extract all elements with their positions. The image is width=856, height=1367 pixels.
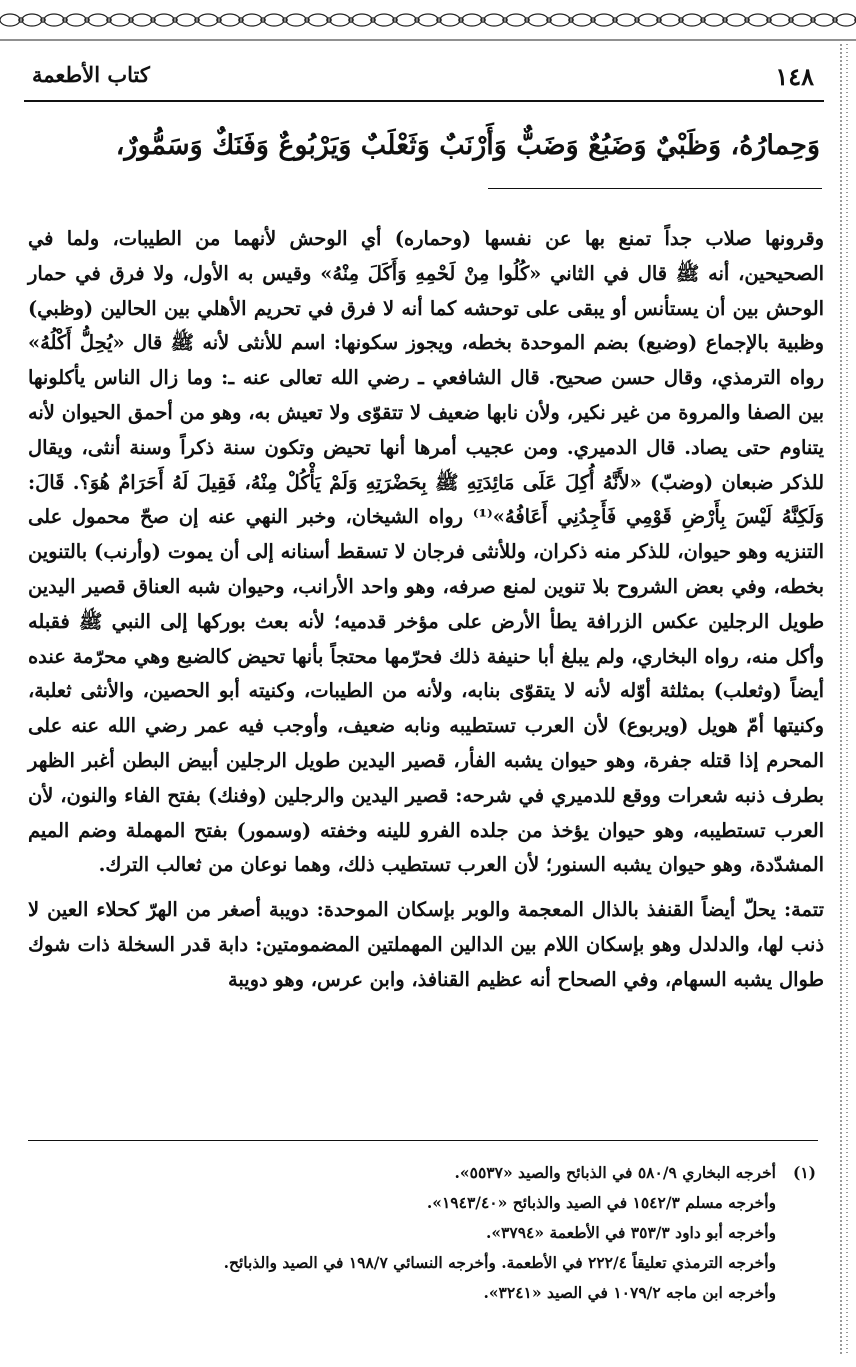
footnote-line: وأخرجه مسلم ١٥٤٢/٣ في الصيد والذبائح «١٩٤٣/٤٠». <box>426 1193 776 1212</box>
footnotes <box>100 1158 816 1308</box>
commentary-paragraph: وقرونها صلاب جداً تمنع بها عن نفسها (وحماره) أي الوحش لأنهما من الطيبات، ولما في الصحيحين، أنه ﷺ قال في الثاني «كُلُوا مِنْ لَحْمِهِ وَأَكَلَ مِنْهُ» وقيس به الأول، ولا فرق في حمار الوحش بين أن يستأنس أو يبقى على توحشه كما أنه لا فرق في تحريم الأهلي بين الحالين (وظبي) وظبية بالإجماع (وضبع) بضم الموحدة بخطه، ويجوز سكونها: اسم للأنثى لأنه ﷺ قال «يُحِلُّ أَكْلُهُ» رواه الترمذي، وقال حسن صحيح. قال الشافعي ـ رضي الله تعالى عنه ـ: وما زال الناس يأكلونها بين الصفا والمروة من غير نكير، ولأن نابها ضعيف لا تتقوّى ولا تعيش به، وهو من أحمق الحيوان لأنه يتناوم حتى يصاد. قال الدميري. ومن عجيب أمرها أنها تحيض وتكون سنة ذكراً وسنة أنثى، ويقال للذكر ضبعان (وضبّ) «لأَنَّهُ أُكِلَ عَلَى مَائِدَتِهِ ﷺ بِحَضْرَتِهِ وَلَمْ يَأْكُلْ مِنْهُ، فَقِيلَ لَهُ أَحَرَامٌ هُوَ؟. قَالَ: وَلَكِنَّهُ لَيْسَ بِأَرْضِ قَوْمِي فَأَجِدُنِي أَعَافُهُ»⁽¹⁾ رواه الشيخان، وخبر النهي عنه إن صحّ محمول على التنزيه وهو حيوان، للذكر منه ذكران، وللأنثى فرجان لا تسقط أسنانه إلى أن يموت (وأرنب) بالتنوين بخطه، وفي بعض الشروح بلا تنوين لمنع صرفه، وهو واحد الأرانب، وحيوان شبه العناق قصير اليدين طويل الرجلين عكس الزرافة يطأ الأرض على مؤخر قدميه؛ لأنه بعث بوركها إلى النبي ﷺ فقبله وأكل منه، رواه البخاري، ولم يبلغ أبا حنيفة ذلك فحرّمها محتجاً بأنها تحيض كالضبع وهي محرّمة عنده أيضاً (وثعلب) بمثلثة أوّله لأنه لا يتقوّى بنابه، ولأنه من الطيبات، وكنيته أبو الحصين، والأنثى ثعلبة، وكنيتها أمّ هويل (ويربوع) لأن العرب تستطيبه ونابه ضعيف، وأوجب فيه عمر رضي الله عنه على المحرم إذا قتله جفرة، وهو حيوان يشبه الفأر، قصير اليدين طويل الرجلين أبيض البطن أغبر الظهر بطرف ذنبه شعرات ووقع للدميري في شرحه: قصير اليدين والرجلين (وفنك) بفتح الفاء والنون، لأن العرب تستطيبه، وهو حيوان يؤخذ من جلده الفرو للينه وخفته (وسمور) بفتح المهملة وضم الميم المشدّدة، وهو حيوان يشبه السنور؛ لأن العرب تستطيب ذلك، وهما نوعان من ثعالب الترك. <box>28 227 825 877</box>
commentary-body <box>28 222 824 1082</box>
page-header <box>24 58 820 98</box>
ornamental-border-side <box>838 44 852 1354</box>
footnote-divider <box>28 1140 818 1141</box>
footnote-line: وأخرجه أبو داود ٣٥٣/٣ في الأطعمة «٣٧٩٤». <box>485 1223 776 1242</box>
footnote-marker: (١) <box>792 1163 816 1182</box>
matn-divider <box>488 188 822 189</box>
header-divider <box>24 100 824 102</box>
footnote-line: وأخرجه ابن ماجه ١٠٧٩/٢ في الصيد «٣٢٤١». <box>483 1283 776 1302</box>
matn-text: وَحِمارُهُ، وَظَبْيٌ وَضَبُعٌ وَضَبٌّ وَأَرْنَبٌ وَثَعْلَبٌ وَيَرْبُوعٌ وَفَنَكٌ وَسَمُّورٌ، <box>115 130 820 161</box>
book-title: كتاب الأطعمة <box>32 62 150 87</box>
page-number: ١٤٨ <box>775 62 814 91</box>
commentary-paragraph-tatimma: تتمة: يحلّ أيضاً القنفذ بالذال المعجمة والوبر بإسكان الموحدة: دويبة أصغر من الهرّ كحلاء العين لا ذنب لها، والدلدل وهو بإسكان اللام بين الدالين المهملتين المضمومتين: دابة قدر السخلة ذات شوك طوال يشبه السهام، وفي الصحاح أنه عظيم القنافذ، وابن عرس، وهو دويبة <box>28 898 824 991</box>
footnote-line: أخرجه البخاري ٥٨٠/٩ في الذبائح والصيد «٥٥٣٧». <box>454 1163 776 1182</box>
ornamental-border-top <box>0 0 856 44</box>
footnote-line: وأخرجه الترمذي تعليقاً ٢٢٢/٤ في الأطعمة. وأخرجه النسائي ١٩٨/٧ في الصيد والذبائح. <box>223 1253 776 1272</box>
